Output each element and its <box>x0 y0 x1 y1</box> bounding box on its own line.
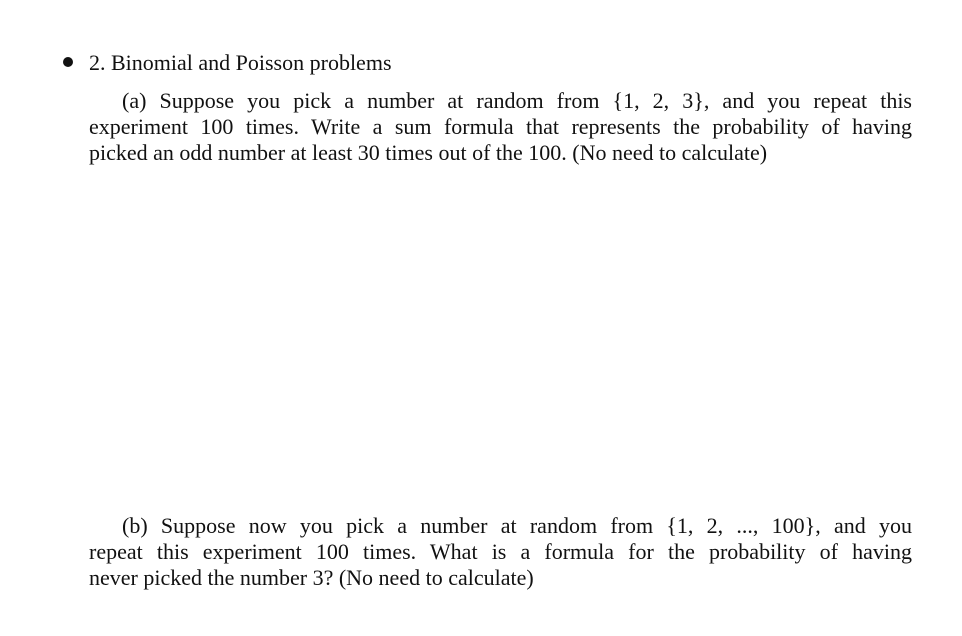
problem-a-line-1: (a) Suppose you pick a number at random from {1, 2, 3}, and you repeat this <box>122 88 912 113</box>
problem-b-line-1: (b) Suppose now you pick a number at random from {1, 2, ..., 100}, and you <box>122 513 912 538</box>
problem-a <box>89 88 912 166</box>
problem-a-line-2: experiment 100 times. Write a sum formula that represents the probability of having <box>89 114 912 139</box>
problem-b <box>89 513 912 591</box>
problem-a-line-3: picked an odd number at least 30 times out of the 100. (No need to calculate) <box>89 140 768 165</box>
problem-b-line-2: repeat this experiment 100 times. What is a formula for the probability of having <box>89 539 912 564</box>
bullet-icon <box>63 57 73 67</box>
problem-b-line-3: never picked the number 3? (No need to calculate) <box>89 565 534 590</box>
section-heading: 2. Binomial and Poisson problems <box>89 50 392 75</box>
